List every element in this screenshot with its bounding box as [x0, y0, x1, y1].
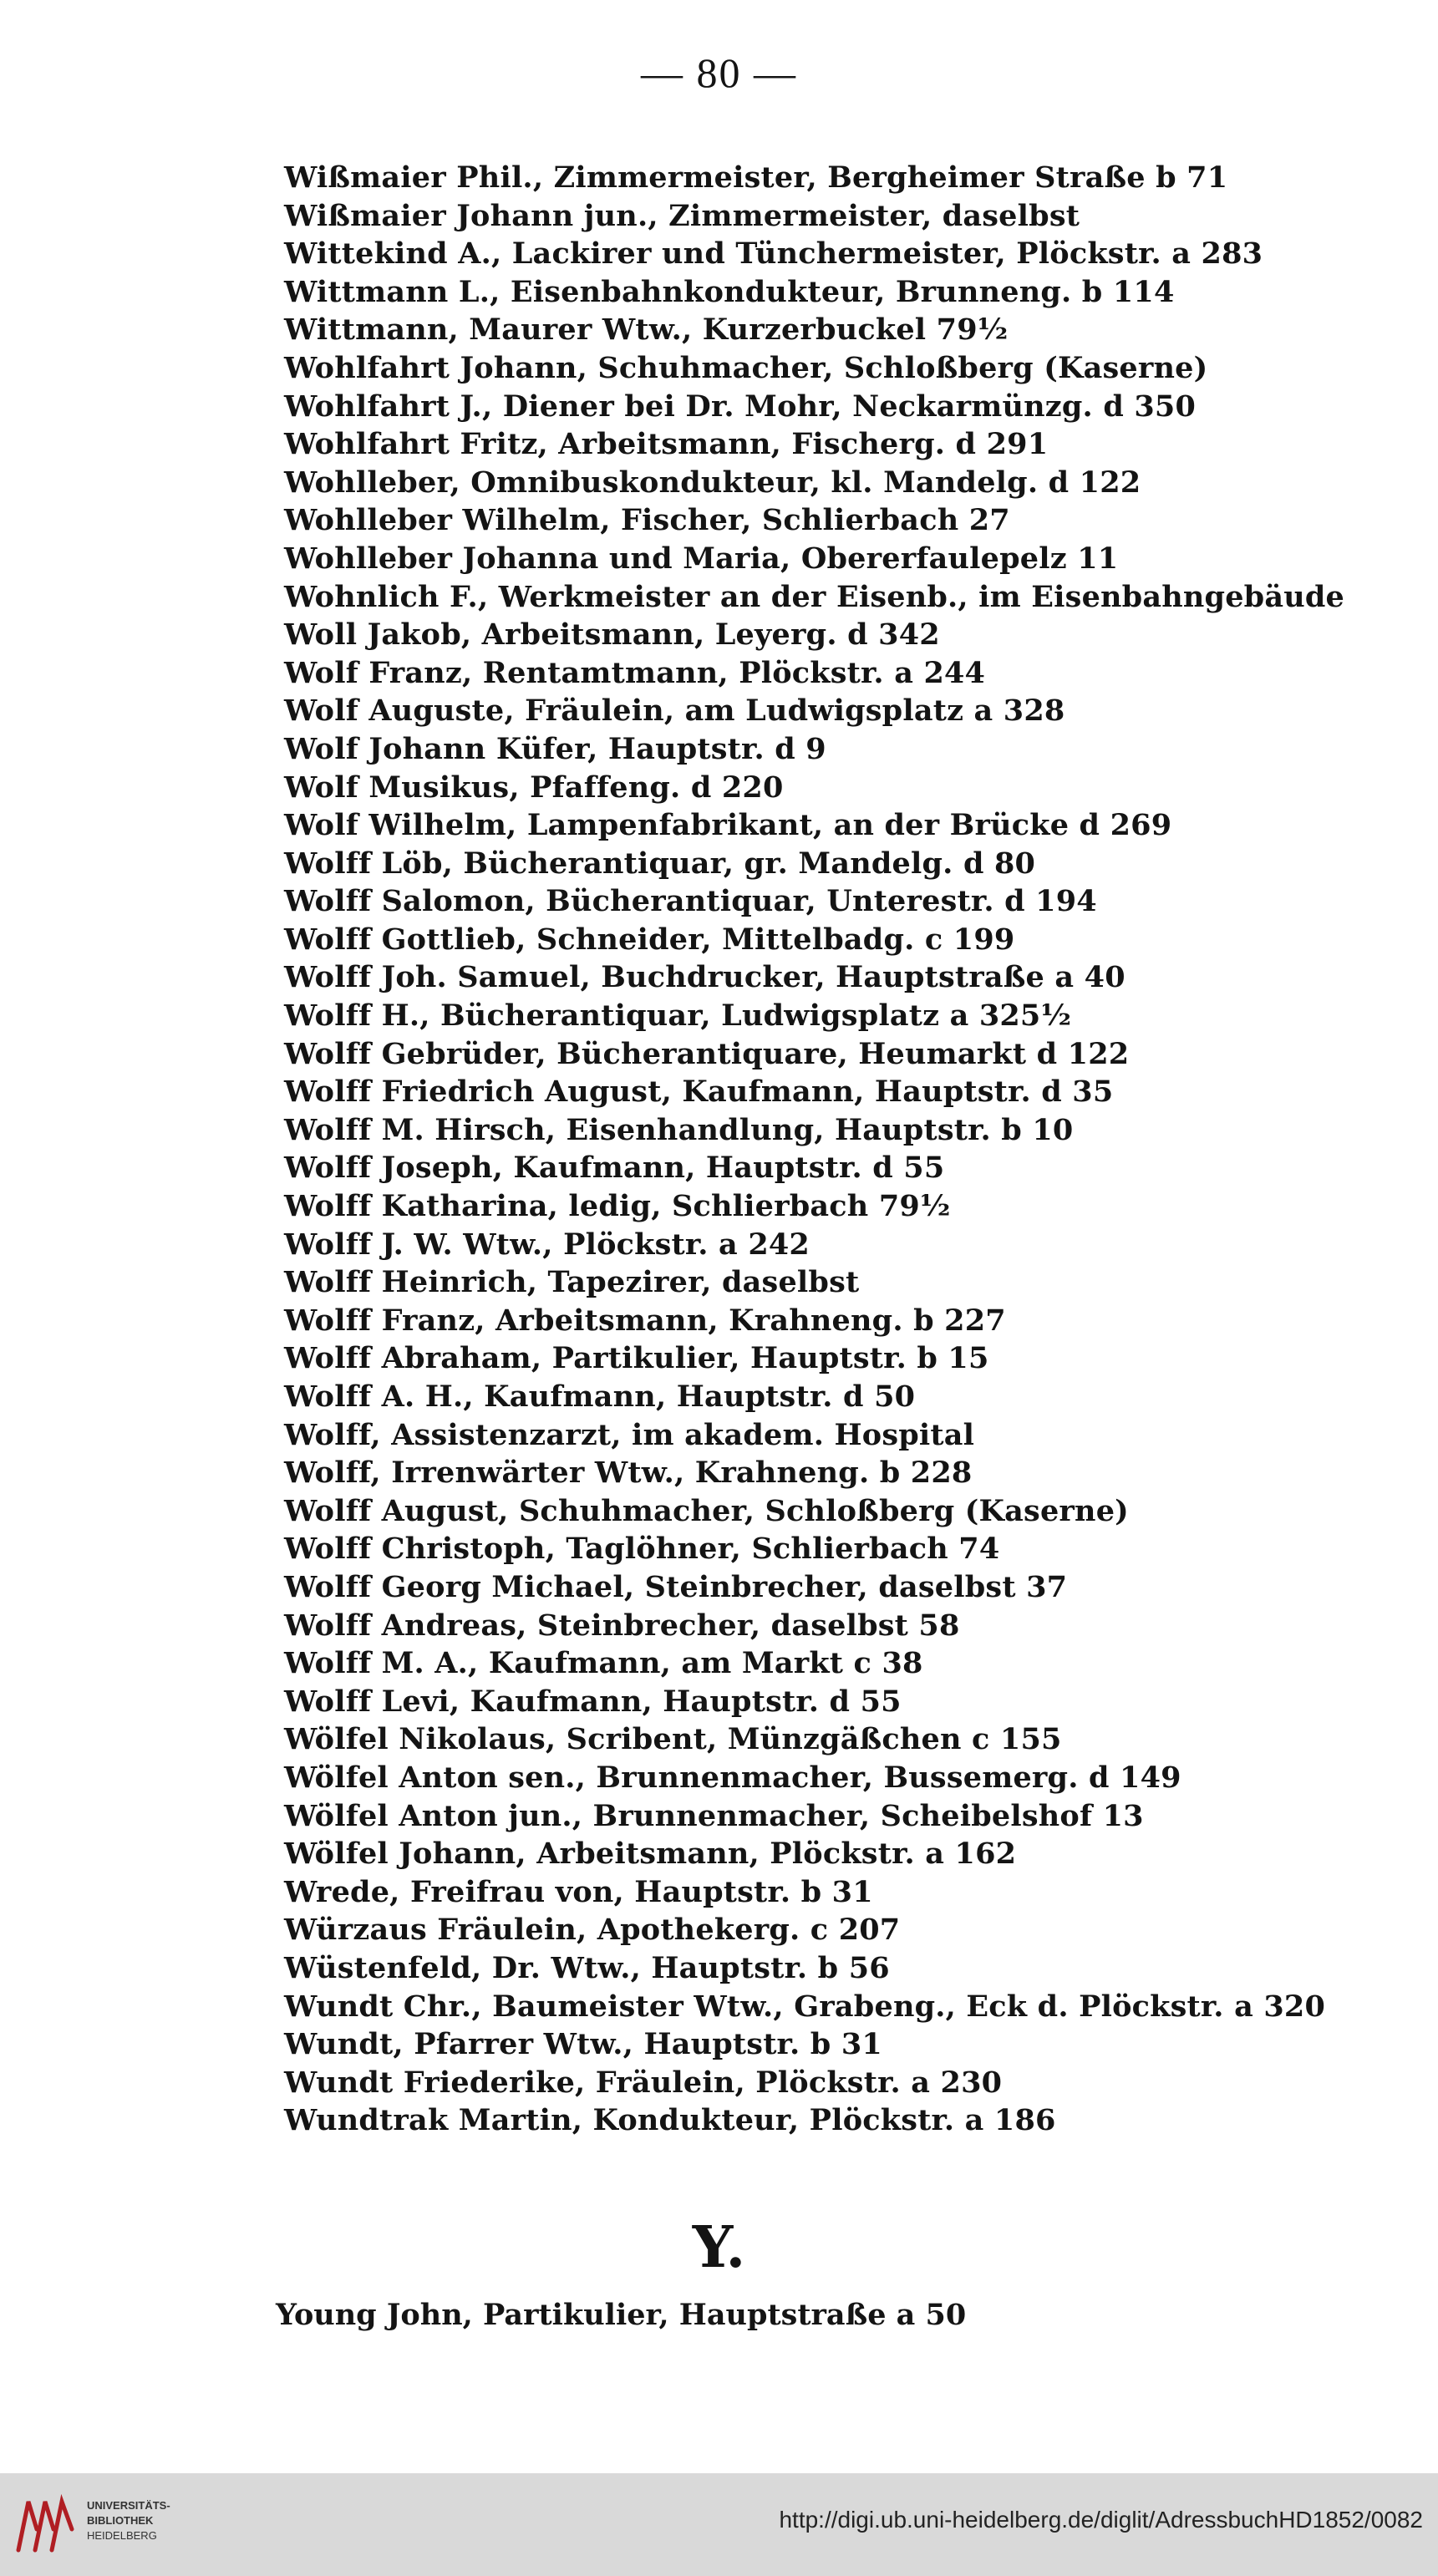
directory-entry: Wüstenfeld, Dr. Wtw., Hauptstr. b 56 — [284, 1950, 890, 1985]
directory-entry: Wittmann, Maurer Wtw., Kurzerbuckel 79½ — [284, 312, 1009, 348]
directory-entry: Wolff Salomon, Bücherantiquar, Unterestr. d 194 — [284, 884, 1097, 919]
directory-entry: Wittekind A., Lackirer und Tünchermeister, Plöckstr. a 283 — [284, 236, 1263, 272]
directory-entry: Wißmaier Phil., Zimmermeister, Bergheimer Straße b 71 — [284, 160, 1228, 195]
university-library-logo-icon — [12, 2492, 80, 2557]
directory-entry: Wohlfahrt Fritz, Arbeitsmann, Fischerg. d 291 — [284, 427, 1049, 462]
source-url[interactable]: http://digi.ub.uni-heidelberg.de/diglit/AdressbuchHD1852/0082 — [779, 2507, 1423, 2533]
directory-entry: Wolff Heinrich, Tapezirer, daselbst — [284, 1265, 860, 1300]
directory-entry: Wolff Joseph, Kaufmann, Hauptstr. d 55 — [284, 1151, 945, 1186]
directory-entry: Wolff Levi, Kaufmann, Hauptstr. d 55 — [284, 1684, 902, 1719]
directory-entry: Würzaus Fräulein, Apothekerg. c 207 — [284, 1913, 901, 1948]
directory-entry: Wittmann L., Eisenbahnkondukteur, Brunneng. b 114 — [284, 274, 1175, 309]
directory-entry: Wolff Joh. Samuel, Buchdrucker, Hauptstraße a 40 — [284, 960, 1126, 995]
directory-entry: Wolff, Assistenzarzt, im akadem. Hospital — [284, 1417, 975, 1452]
directory-entry: Wohlfahrt J., Diener bei Dr. Mohr, Neckarmünzg. d 350 — [284, 389, 1197, 424]
directory-entry: Wohlleber Wilhelm, Fischer, Schlierbach 27 — [284, 503, 1010, 538]
directory-entry: Wolf Musikus, Pfaffeng. d 220 — [284, 770, 784, 805]
directory-entry: Wolff, Irrenwärter Wtw., Krahneng. b 228 — [284, 1456, 973, 1491]
directory-entry: Wohlleber Johanna und Maria, Obererfaulepelz 11 — [284, 541, 1119, 576]
directory-entry: Wolf Wilhelm, Lampenfabrikant, an der Brücke d 269 — [284, 808, 1172, 843]
directory-entry: Wolff A. H., Kaufmann, Hauptstr. d 50 — [284, 1379, 916, 1414]
directory-entry: Wrede, Freifrau von, Hauptstr. b 31 — [284, 1874, 873, 1909]
directory-entry: Wolff Friedrich August, Kaufmann, Hauptstr. d 35 — [284, 1075, 1114, 1110]
directory-entry: Wolff Georg Michael, Steinbrecher, daselbst 37 — [284, 1569, 1068, 1604]
directory-entry: Wißmaier Johann jun., Zimmermeister, daselbst — [284, 198, 1080, 233]
directory-entry: Wolff Katharina, ledig, Schlierbach 79½ — [284, 1189, 951, 1224]
directory-entry: Wolff Andreas, Steinbrecher, daselbst 58 — [284, 1608, 960, 1643]
footer-bar — [0, 2473, 1438, 2576]
directory-entry: Wundt Chr., Baumeister Wtw., Grabeng., Eck d. Plöckstr. a 320 — [284, 1989, 1326, 2024]
directory-entry: Wohlfahrt Johann, Schuhmacher, Schloßberg (Kaserne) — [284, 350, 1208, 385]
directory-entry-y: Young John, Partikulier, Hauptstraße a 50 — [276, 2298, 967, 2332]
directory-entry: Wundt, Pfarrer Wtw., Hauptstr. b 31 — [284, 2027, 882, 2062]
directory-entry: Wolff M. Hirsch, Eisenhandlung, Hauptstr. b 10 — [284, 1112, 1074, 1147]
directory-entry: Wolff Christoph, Taglöhner, Schlierbach 74 — [284, 1532, 1000, 1567]
section-letter: Y. — [692, 2214, 746, 2281]
directory-entry: Wolff August, Schuhmacher, Schloßberg (Kaserne) — [284, 1493, 1129, 1528]
directory-entry: Wundtrak Martin, Kondukteur, Plöckstr. a 186 — [284, 2103, 1056, 2138]
directory-entry: Wolf Franz, Rentamtmann, Plöckstr. a 244 — [284, 655, 986, 690]
directory-entry: Wolff Gottlieb, Schneider, Mittelbadg. c 199 — [284, 922, 1015, 957]
library-name-line2: BIBLIOTHEK — [87, 2514, 154, 2527]
library-name-line3: HEIDELBERG — [87, 2529, 157, 2542]
directory-entry: Wolff J. W. Wtw., Plöckstr. a 242 — [284, 1227, 810, 1262]
library-name-line1: UNIVERSITÄTS- — [87, 2499, 170, 2512]
library-name — [87, 2498, 170, 2543]
directory-entry: Wohnlich F., Werkmeister an der Eisenb., im Eisenbahngebäude — [284, 579, 1345, 614]
directory-entry: Wolff Abraham, Partikulier, Hauptstr. b 15 — [284, 1341, 989, 1376]
directory-entry: Wölfel Anton sen., Brunnenmacher, Bussemerg. d 149 — [284, 1760, 1181, 1795]
page-number: — 80 — — [641, 49, 797, 96]
directory-entry: Woll Jakob, Arbeitsmann, Leyerg. d 342 — [284, 617, 940, 653]
directory-entry: Wohlleber, Omnibuskondukteur, kl. Mandelg. d 122 — [284, 465, 1141, 500]
directory-entry: Wölfel Nikolaus, Scribent, Münzgäßchen c 155 — [284, 1722, 1062, 1757]
directory-entry: Wolff Gebrüder, Bücherantiquare, Heumarkt d 122 — [284, 1036, 1130, 1071]
directory-entry: Wolff M. A., Kaufmann, am Markt c 38 — [284, 1646, 923, 1681]
directory-entries — [284, 159, 1395, 2140]
directory-entry: Wolf Auguste, Fräulein, am Ludwigsplatz a 328 — [284, 694, 1065, 729]
directory-entry: Wölfel Johann, Arbeitsmann, Plöckstr. a 162 — [284, 1837, 1017, 1872]
directory-entry: Wolf Johann Küfer, Hauptstr. d 9 — [284, 731, 826, 766]
directory-entry: Wundt Friederike, Fräulein, Plöckstr. a 230 — [284, 2065, 1003, 2100]
directory-entry: Wolff H., Bücherantiquar, Ludwigsplatz a 325½ — [284, 998, 1072, 1034]
directory-entry: Wolff Franz, Arbeitsmann, Krahneng. b 227 — [284, 1303, 1006, 1338]
directory-entry: Wölfel Anton jun., Brunnenmacher, Scheibelshof 13 — [284, 1798, 1144, 1833]
directory-entry: Wolff Löb, Bücherantiquar, gr. Mandelg. d 80 — [284, 846, 1036, 881]
